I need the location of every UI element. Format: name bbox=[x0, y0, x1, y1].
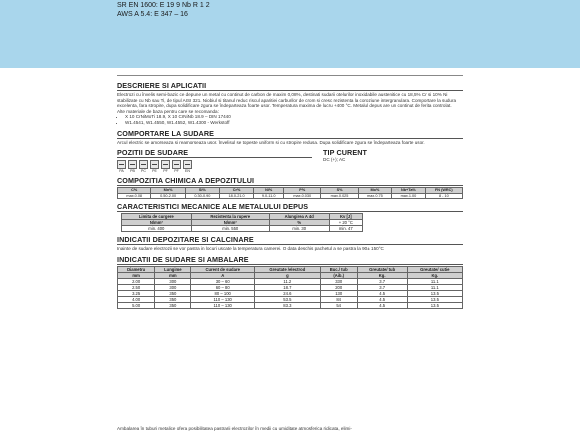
table-cell: 13.5 bbox=[407, 290, 462, 296]
weld-position-icon bbox=[150, 160, 159, 169]
materials-intro: Alte materiale de baza pentru care se recomanda: bbox=[117, 108, 219, 114]
table-row bbox=[118, 193, 463, 198]
table-header: Buc./ tub bbox=[320, 266, 357, 272]
comportare-text: Arcul electric se amorseaza si reamorseaza usor. Învelisul se topeste uniform si cu stropire redusa. Dupa solidificare zgura se îndeparteaza foarte usor. bbox=[117, 139, 425, 145]
weld-position-icon bbox=[161, 160, 170, 169]
table-unit: N/mm² bbox=[191, 219, 269, 225]
table-cell: 4.5 bbox=[357, 302, 407, 308]
section-title-sudare-ambalare: INDICATII DE SUDARE SI AMBALARE bbox=[117, 254, 249, 264]
table-cell: 8 - 10 bbox=[425, 193, 462, 198]
weld-position-icon bbox=[172, 160, 181, 169]
welding-packaging-table bbox=[117, 266, 463, 309]
table-cell: min. 30 bbox=[269, 225, 329, 231]
weld-position-icon bbox=[183, 160, 192, 169]
table-cell: min. 400 bbox=[122, 225, 192, 231]
section-title-descriere: DESCRIERE SI APLICATII bbox=[117, 81, 207, 90]
table-header: Cr% bbox=[219, 188, 253, 193]
section-rule bbox=[117, 211, 463, 212]
table-cell: 11.1 bbox=[407, 278, 462, 284]
position-icon bbox=[172, 160, 181, 173]
descriere-paragraph: Electrozi cu învelis semi-bazic ce depune un metal cu continut de carbon de maxim 0,08%, destinati sudarii otelurilor inoxidabile austenitice cu 18,5% Cr si 10% Ni stabilizate cu Nb sau Ti, de tipul AISI 321. Niobiul si titanul reduc riscul aparitiei carburilor de crom si cresc rezistenta la coroziune intergranulara. Comportare la sudura excelenta, fara stropire, dupa solidificare zgura se îndeparteaza foarte usor. Temperatura maxima de lucru +400 °C. Metalul depus are un continut de ferita controlat. bbox=[117, 92, 457, 109]
table-header: Lungime bbox=[155, 266, 191, 272]
weld-position-icon bbox=[117, 160, 126, 169]
table-header: Rezistenta la rupere bbox=[191, 213, 269, 219]
position-icon bbox=[161, 160, 170, 173]
mechanical-properties-table bbox=[121, 213, 363, 232]
table-cell: 350 bbox=[155, 302, 191, 308]
table-cell: 0.50-2.00 bbox=[151, 193, 185, 198]
table-cell: max.0.030 bbox=[284, 193, 321, 198]
position-label: PA bbox=[119, 169, 124, 174]
section-title-compozitie: COMPOZITIA CHIMICA A DEPOZITULUI bbox=[117, 176, 255, 186]
table-cell: 200 bbox=[320, 284, 357, 290]
table-cell: 0.30-0.90 bbox=[185, 193, 219, 198]
table-header: Greutate/ tub bbox=[357, 266, 407, 272]
section-rule bbox=[117, 90, 463, 91]
table-cell: 4.5 bbox=[357, 296, 407, 302]
table-header: Kv [J] bbox=[329, 213, 362, 219]
chemical-composition-table bbox=[117, 187, 463, 199]
header-band bbox=[0, 0, 580, 68]
table-unit: g bbox=[254, 272, 320, 278]
table-cell: max.0.025 bbox=[321, 193, 358, 198]
footer-text: Ambalarea în tuburi metalice ofera posibilitatea pastrarii electrozilor în medii cu umiditate atmosferica ridicata, elimi- bbox=[117, 426, 352, 431]
current-type-value: DC (+); AC bbox=[323, 157, 346, 163]
table-header: S% bbox=[321, 188, 358, 193]
position-icon bbox=[128, 160, 137, 173]
table-cell: 300 bbox=[155, 278, 191, 284]
position-label: PE bbox=[152, 169, 157, 174]
table-unit: % bbox=[269, 219, 329, 225]
table-cell: 110 – 130 bbox=[191, 296, 255, 302]
list-item: • W1.4541, W1.4550, W1.4552, W1.4300 - Werkstoff bbox=[125, 120, 463, 126]
position-label: PB bbox=[130, 169, 135, 174]
standard-aws: AWS A 5.4: E 347 – 16 bbox=[117, 11, 188, 18]
table-cell: 24.6 bbox=[254, 290, 320, 296]
positions-row bbox=[117, 145, 463, 173]
table-cell: 13.5 bbox=[407, 302, 462, 308]
position-label: PF bbox=[163, 169, 168, 174]
table-cell: 3.7 bbox=[357, 284, 407, 290]
position-label: PF bbox=[174, 169, 179, 174]
table-header: Greutate/ cutie bbox=[407, 266, 462, 272]
table-header: P% bbox=[284, 188, 321, 193]
table-cell: 80 – 100 bbox=[191, 290, 255, 296]
table-row bbox=[118, 302, 463, 308]
table-cell: 350 bbox=[155, 290, 191, 296]
table-cell: 4.5 bbox=[357, 290, 407, 296]
table-cell: min. 47 bbox=[329, 225, 362, 231]
table-header: Ni% bbox=[254, 188, 284, 193]
current-type-block bbox=[323, 145, 463, 173]
table-cell: 30 – 60 bbox=[191, 278, 255, 284]
table-header: Alungirea A 4d bbox=[269, 213, 329, 219]
descriere-text bbox=[117, 92, 463, 114]
table-cell: 2.50 bbox=[118, 284, 155, 290]
table-cell: 13.5 bbox=[407, 296, 462, 302]
table-unit: (Aib.) bbox=[320, 272, 357, 278]
table-cell: 130 bbox=[320, 290, 357, 296]
position-label: EN bbox=[185, 169, 190, 174]
table-unit: Kg. bbox=[407, 272, 462, 278]
section-title-mecanice: CARACTERISTICI MECANICE ALE METALULUI DEPUS bbox=[117, 201, 309, 211]
table-cell: 110 – 130 bbox=[191, 302, 255, 308]
table-cell: 330 bbox=[320, 278, 357, 284]
position-icon bbox=[117, 160, 126, 173]
table-cell: 83.3 bbox=[254, 302, 320, 308]
table-cell: 53.5 bbox=[254, 296, 320, 302]
section-title-depozitare: INDICATII DEPOZITARE SI CALCINARE bbox=[117, 234, 254, 244]
table-cell: 11.2 bbox=[254, 278, 320, 284]
table-cell: 2.00 bbox=[118, 278, 155, 284]
table-cell: 3.25 bbox=[118, 290, 155, 296]
table-cell: 84 bbox=[320, 296, 357, 302]
table-cell: 300 bbox=[155, 284, 191, 290]
table-unit: + 20 °C bbox=[329, 219, 362, 225]
position-label: PC bbox=[141, 169, 146, 174]
table-header: C% bbox=[118, 188, 151, 193]
table-cell: 4.00 bbox=[118, 296, 155, 302]
table-unit: mm bbox=[155, 272, 191, 278]
table-cell: max.0.08 bbox=[118, 193, 151, 198]
table-header: Mo% bbox=[358, 188, 391, 193]
section-rule bbox=[117, 157, 312, 158]
section-rule bbox=[117, 264, 463, 265]
table-cell: 18.7 bbox=[254, 284, 320, 290]
table-unit: mm bbox=[118, 272, 155, 278]
section-rule bbox=[117, 185, 463, 186]
position-icon bbox=[150, 160, 159, 173]
weld-position-icon bbox=[139, 160, 148, 169]
table-unit: A bbox=[191, 272, 255, 278]
table-header: FN (WRC) bbox=[425, 188, 462, 193]
table-header: Curent de sudare bbox=[191, 266, 255, 272]
table-header: Nb+Ta% bbox=[392, 188, 425, 193]
table-header: Greutate /electrod bbox=[254, 266, 320, 272]
table-cell: 350 bbox=[155, 296, 191, 302]
table-header: Mn% bbox=[151, 188, 185, 193]
weld-position-icon bbox=[128, 160, 137, 169]
table-unit: N/mm² bbox=[122, 219, 192, 225]
top-rule bbox=[117, 75, 463, 76]
table-cell: 5.00 bbox=[118, 302, 155, 308]
content bbox=[117, 78, 463, 309]
section-title-pozitii: POZITII DE SUDARE bbox=[117, 148, 189, 158]
section-title-tip-curent: TIP CURENT bbox=[323, 148, 367, 158]
table-header: Diametru bbox=[118, 266, 155, 272]
table-cell: 11.1 bbox=[407, 284, 462, 290]
position-icon bbox=[183, 160, 192, 173]
positions-icons bbox=[117, 160, 312, 173]
table-cell: 9.0-11.0 bbox=[254, 193, 284, 198]
table-cell: max.1.00 bbox=[392, 193, 425, 198]
list-item: • X 10 CrNiMoTi 18.9, X 10 CrNiNb 18.9 – DIN 17440 bbox=[125, 114, 463, 120]
table-header: Limita de curgere bbox=[122, 213, 192, 219]
table-unit: Kg. bbox=[357, 272, 407, 278]
standard-sr: SR EN 1600: E 19 9 Nb R 1 2 bbox=[117, 2, 210, 9]
table-header: Si% bbox=[185, 188, 219, 193]
table-cell: 18.0-21.0 bbox=[219, 193, 253, 198]
table-cell: max.0.75 bbox=[358, 193, 391, 198]
materials-list bbox=[117, 114, 463, 125]
section-rule bbox=[117, 138, 463, 139]
table-cell: min. 550 bbox=[191, 225, 269, 231]
table-cell: 54 bbox=[320, 302, 357, 308]
table-row bbox=[122, 225, 363, 231]
depozitare-text: Inainte de sudare electrozii se vor pastra in locuri uscate la temperatura camerei. O data deschis pachetul a se pastra la 90± 150°C bbox=[117, 245, 384, 251]
section-rule bbox=[117, 244, 463, 245]
positions-block bbox=[117, 145, 312, 173]
section-title-comportare: COMPORTARE LA SUDARE bbox=[117, 128, 215, 138]
position-icon bbox=[139, 160, 148, 173]
table-cell: 60 – 80 bbox=[191, 284, 255, 290]
table-cell: 3.7 bbox=[357, 278, 407, 284]
